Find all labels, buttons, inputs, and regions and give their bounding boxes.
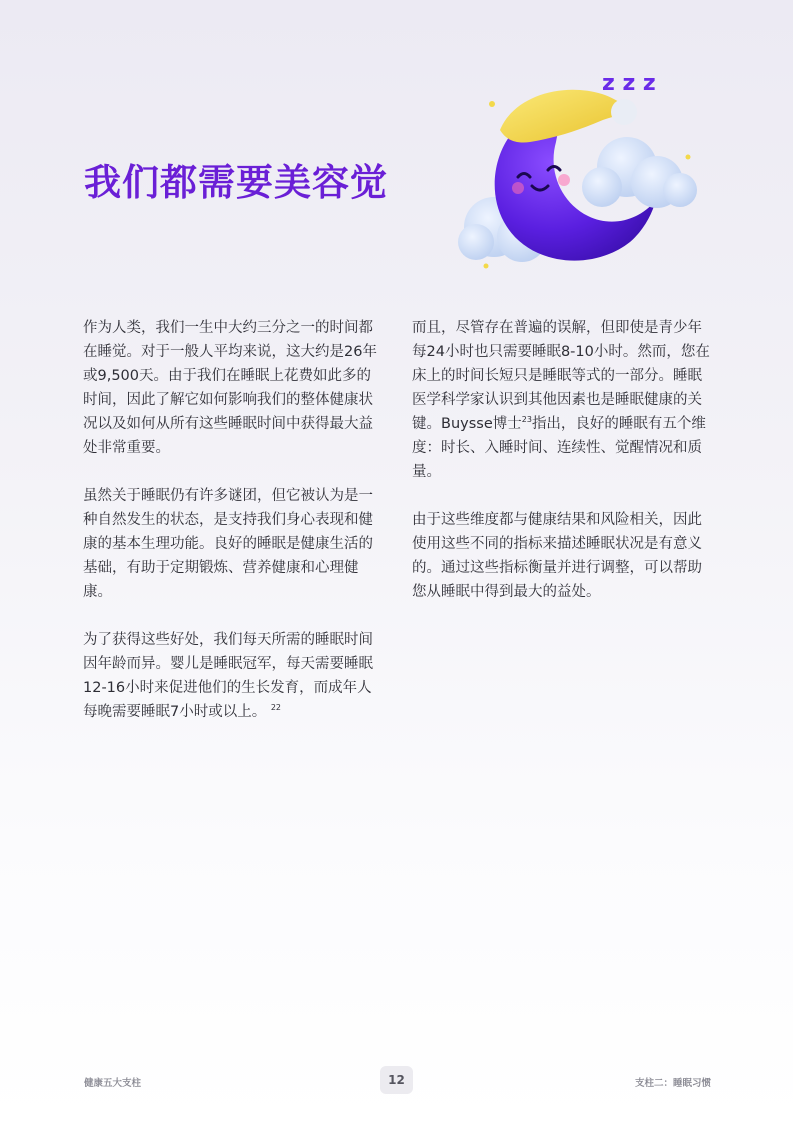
- cloud-right-icon: [582, 137, 697, 208]
- footer-chapter-title: 支柱二：睡眠习惯: [634, 1078, 711, 1089]
- right-column: [412, 316, 712, 604]
- left-column: [83, 316, 383, 724]
- paragraph: 作为人类，我们一生中大约三分之一的时间都在睡觉。对于一般人平均来说，这大约是26年或9,500天。由于我们在睡眠上花费如此多的时间，因此了解它如何影响我们的整体健康状况以及如何从所有这些睡眠时间中获得最大益处非常重要。: [83, 320, 377, 456]
- footer-section-title: 健康五大支柱: [84, 1078, 142, 1089]
- footnote-ref: 23: [521, 415, 532, 425]
- zzz-text: z z z: [602, 71, 656, 96]
- paragraph: [83, 484, 383, 604]
- page-title: 我们都需要美容觉: [84, 161, 388, 204]
- page-number: 12: [380, 1066, 413, 1094]
- paragraph: 由于这些维度都与健康结果和风险相关，因此使用这些不同的指标来描述睡眠状况是有意义的。通过这些指标衡量并进行调整，可以帮助您从睡眠中得到最大的益处。: [412, 512, 702, 600]
- sleeping-moon-icon: [452, 52, 702, 277]
- paragraph-text: 虽然关于睡眠仍有许多谜团，但它被认为是一种自然发生的状态，是支持我们身心表现和健康的基本生理功能。良好的睡眠是健康生活的基础，有助于定期锻炼、营养健康和心理健康。: [83, 488, 373, 600]
- footnote-ref: 22: [270, 703, 282, 713]
- paragraph-text: 为了获得这些好处，我们每天所需的睡眠时间因年龄而异。婴儿是睡眠冠军，每天需要睡眠12-16小时来促进他们的生长发育，而成年人每晚需要睡眠7小时或以上。: [83, 632, 373, 720]
- paragraph-text: 而且，尽管存在普遍的误解，但即使是青少年每24小时也只需要睡眠8-10小时。然而，您在床上的时间长短只是睡眠等式的一部分。睡眠医学科学家认识到其他因素也是睡眠健康的关键。Buysse博士: [412, 320, 710, 432]
- paragraph: [83, 628, 383, 724]
- paragraph: [412, 316, 712, 484]
- paragraph-text: 指出，良好的睡眠有五个维度：时长、入睡时间、连续性、觉醒情况和质量。: [412, 416, 706, 480]
